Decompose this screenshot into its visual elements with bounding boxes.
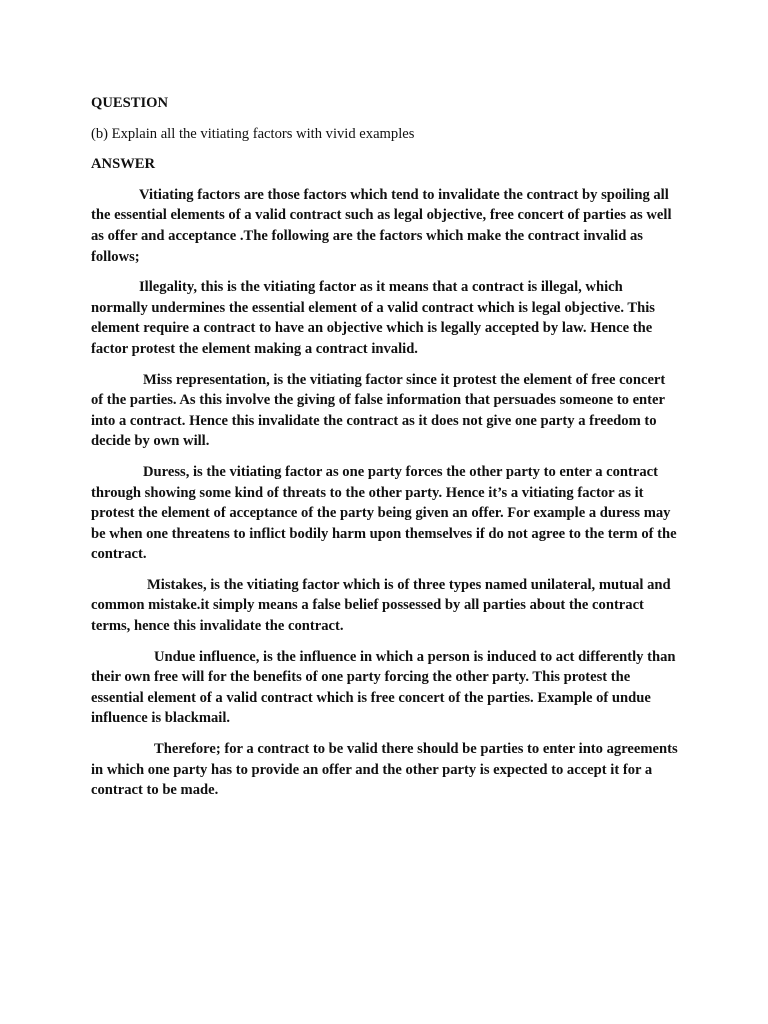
paragraph-misrepresentation: Miss representation, is the vitiating factor since it protest the element of free concert of the parties. As this involve the giving of false information that persuades someone to enter into a contract. Hence this invalidate the contract as it does not give one party a freedom to decide by own will. [91,371,666,450]
paragraph-mistakes: Mistakes, is the vitiating factor which is of three types named unilateral, mutual and common mistake.it simply means a false belief possessed by all parties about the contract terms, hence this invalidate the contract. [91,576,671,635]
document-body [91,93,679,811]
answer-heading: ANSWER [91,156,156,173]
question-text: (b) Explain all the vitiating factors with vivid examples [91,125,415,142]
paragraph-duress: Duress, is the vitiating factor as one party forces the other party to enter a contract through showing some kind of threats to the other party. Hence it’s a vitiating factor as it protest the element of acceptance of the party being given an offer. For example a duress may be when one threatens to inflict bodily harm upon themselves if do not agree to the term of the contract. [91,463,677,563]
paragraph-conclusion: Therefore; for a contract to be valid there should be parties to enter into agreements in which one party has to provide an offer and the other party is expected to accept it for a contract to be made. [91,741,678,799]
paragraph-undue-influence: Undue influence, is the influence in which a person is induced to act differently than their own free will for the benefits of one party forcing the other party. This protest the essential element of a valid contract which is free concert of the parties. Example of undue influence is blackmail. [91,648,676,727]
question-heading: QUESTION [91,95,169,111]
paragraph-introduction: Vitiating factors are those factors which tend to invalidate the contract by spoiling all the essential elements of a valid contract such as legal objective, free concert of parties as well as offer and acceptance .The following are the factors which make the contract invalid as follows; [91,186,672,265]
paragraph-illegality: Illegality, this is the vitiating factor as it means that a contract is illegal, which normally undermines the essential element of a valid contract which is legal objective. This element require a contract to have an objective which is legally accepted by law. Hence the factor protest the element making a contract invalid. [91,279,655,357]
